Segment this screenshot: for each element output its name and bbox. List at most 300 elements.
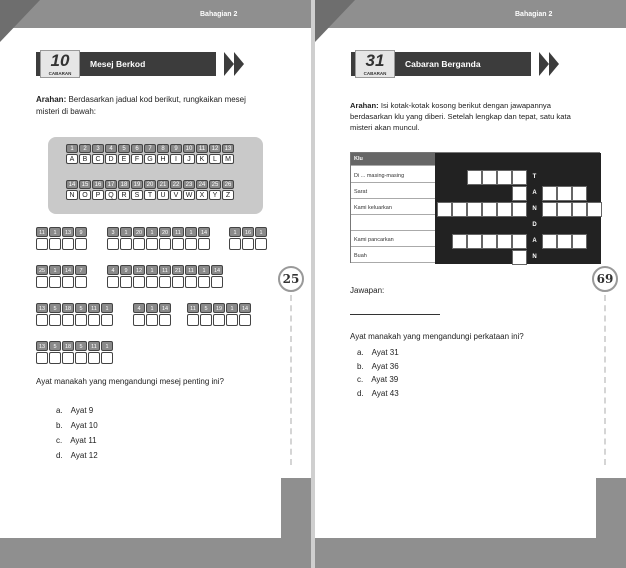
code-cell: [183, 144, 195, 164]
code-number: 1: [255, 227, 267, 237]
answer-box[interactable]: [62, 352, 74, 364]
code-letter: N: [66, 190, 78, 200]
word-cell: [133, 265, 145, 288]
bottom-block: [281, 478, 311, 538]
answer-box[interactable]: [211, 276, 223, 288]
code-table: [48, 137, 263, 214]
code-letter: J: [183, 154, 195, 164]
answer-option[interactable]: [56, 448, 98, 463]
word-cell: [62, 303, 74, 326]
code-letter: U: [157, 190, 169, 200]
code-letter: Q: [105, 190, 117, 200]
code-number: 14: [211, 265, 223, 275]
answer-box[interactable]: [36, 352, 48, 364]
word-cell: [242, 227, 254, 250]
code-number: 19: [131, 180, 143, 189]
code-number: 17: [105, 180, 117, 189]
word-cell: [49, 265, 61, 288]
answer-box[interactable]: [75, 352, 87, 364]
chevron-icon: [234, 52, 244, 76]
option-text: Ayat 43: [371, 388, 399, 398]
code-cell: [118, 180, 130, 200]
option-letter: b.: [357, 361, 364, 371]
word-cell: [200, 303, 212, 326]
code-number: 5: [75, 303, 87, 313]
grid-cell[interactable]: [512, 234, 527, 249]
code-number: 2: [79, 144, 91, 153]
answer-option[interactable]: [357, 360, 399, 374]
grid-cell[interactable]: [512, 170, 527, 185]
grid-cell[interactable]: [467, 170, 482, 185]
crossword: [350, 152, 600, 263]
clue-header: Klu: [351, 153, 435, 166]
code-number: 11: [159, 265, 171, 275]
option-letter: c.: [357, 375, 364, 384]
grid-cell[interactable]: [557, 186, 572, 201]
code-number: 14: [198, 227, 210, 237]
code-letter: F: [131, 154, 143, 164]
answer-box[interactable]: [36, 276, 48, 288]
code-cell: [209, 144, 221, 164]
answer-box[interactable]: [255, 238, 267, 250]
word-cell: [211, 265, 223, 288]
code-number: 9: [120, 265, 132, 275]
code-number: 13: [62, 227, 74, 237]
code-cell: [144, 180, 156, 200]
code-number: 1: [229, 227, 241, 237]
code-cell: [144, 144, 156, 164]
code-cell: [92, 180, 104, 200]
code-letter: M: [222, 154, 234, 164]
instruction-label: Arahan:: [36, 95, 67, 104]
answer-box[interactable]: [101, 314, 113, 326]
code-number: 3: [107, 227, 119, 237]
word-cell: [62, 265, 74, 288]
option-text: Ayat 39: [371, 375, 399, 384]
answer-box[interactable]: [185, 276, 197, 288]
code-number: 1: [101, 303, 113, 313]
code-number: 23: [183, 180, 195, 189]
clue-item: Sarat: [351, 186, 435, 199]
code-number: 1: [101, 341, 113, 351]
grid-cell[interactable]: [452, 234, 467, 249]
answer-box[interactable]: [62, 276, 74, 288]
code-number: 1: [49, 265, 61, 275]
code-cell: [183, 180, 195, 200]
crossword-grid: [435, 153, 601, 264]
answer-option[interactable]: [56, 403, 98, 418]
code-number: 25: [36, 265, 48, 275]
answer-box[interactable]: [75, 314, 87, 326]
answer-box[interactable]: [226, 314, 238, 326]
code-cell: [157, 180, 169, 200]
word-cell: [49, 303, 61, 326]
code-letter: B: [79, 154, 91, 164]
code-number: 11: [88, 341, 100, 351]
word-cell: [198, 227, 210, 250]
code-number: 19: [213, 303, 225, 313]
code-number: 24: [196, 180, 208, 189]
clue-item: Di ... masing-masing: [351, 170, 435, 183]
challenge-word: CABARAN: [363, 71, 387, 76]
dashed-line: [604, 295, 606, 465]
answer-box[interactable]: [36, 238, 48, 250]
grid-cell[interactable]: [572, 202, 587, 217]
clue-item: Kami keluarkan: [351, 202, 435, 215]
option-letter: c.: [56, 436, 63, 445]
word-cell: [146, 265, 158, 288]
grid-cell[interactable]: [437, 202, 452, 217]
code-number: 13: [36, 341, 48, 351]
answer-box[interactable]: [49, 276, 61, 288]
code-cell: [170, 180, 182, 200]
code-number: 14: [159, 303, 171, 313]
grid-cell[interactable]: [467, 234, 482, 249]
clue-item: Kami pancarkan: [351, 234, 435, 247]
word-cell: [146, 303, 158, 326]
code-number: 5: [75, 341, 87, 351]
code-letter: A: [66, 154, 78, 164]
answer-box[interactable]: [75, 238, 87, 250]
coded-word: [133, 303, 171, 326]
code-number: 5: [200, 303, 212, 313]
answer-box[interactable]: [120, 276, 132, 288]
code-number: 20: [159, 227, 171, 237]
word-cell: [75, 341, 87, 364]
answer-option[interactable]: [357, 387, 399, 401]
answer-option[interactable]: [357, 373, 399, 387]
answer-box[interactable]: [198, 276, 210, 288]
answer-box[interactable]: [101, 352, 113, 364]
code-number: 1: [66, 144, 78, 153]
code-number: 16: [242, 227, 254, 237]
answer-line[interactable]: [350, 314, 440, 315]
grid-cell[interactable]: [542, 234, 557, 249]
grid-cell[interactable]: [557, 234, 572, 249]
instruction-text: Berdasarkan jadual kod berikut, rungkaikan mesej misteri di bawah:: [36, 95, 246, 116]
code-number: 11: [172, 227, 184, 237]
grid-cell[interactable]: [572, 186, 587, 201]
grid-cell[interactable]: [482, 202, 497, 217]
grid-cell[interactable]: [512, 250, 527, 265]
code-letter: L: [209, 154, 221, 164]
code-letter: C: [92, 154, 104, 164]
word-cell: [172, 227, 184, 250]
option-text: Ayat 36: [371, 361, 399, 371]
instruction: [350, 100, 590, 133]
bottom-band: [0, 538, 311, 568]
word-cell: [88, 303, 100, 326]
page-title: Cabaran Berganda: [405, 59, 481, 69]
code-number: 14: [62, 265, 74, 275]
code-letter: O: [79, 190, 91, 200]
answer-box[interactable]: [159, 276, 171, 288]
code-row: [66, 180, 234, 200]
code-cell: [222, 180, 234, 200]
top-band: [0, 0, 311, 28]
coded-word: [36, 265, 87, 288]
answer-box[interactable]: [36, 314, 48, 326]
code-cell: [131, 144, 143, 164]
challenge-number-badge: 10 CABARAN: [40, 50, 80, 78]
coded-word: [107, 227, 210, 250]
code-number: 1: [146, 265, 158, 275]
answer-box[interactable]: [62, 314, 74, 326]
code-number: 1: [120, 227, 132, 237]
code-cell: [131, 180, 143, 200]
grid-cell[interactable]: [467, 202, 482, 217]
word-cell: [172, 265, 184, 288]
grid-cell[interactable]: [497, 170, 512, 185]
code-letter: W: [183, 190, 195, 200]
code-letter: H: [157, 154, 169, 164]
option-text: Ayat 10: [70, 421, 98, 430]
grid-cell[interactable]: [587, 202, 602, 217]
code-number: 11: [185, 265, 197, 275]
code-letter: Y: [209, 190, 221, 200]
code-number: 1: [226, 303, 238, 313]
code-letter: E: [118, 154, 130, 164]
word-cell: [88, 341, 100, 364]
word-cell: [133, 303, 145, 326]
grid-cell[interactable]: [452, 202, 467, 217]
code-letter: T: [144, 190, 156, 200]
code-number: 7: [75, 265, 87, 275]
instruction-text: Isi kotak-kotak kosong berikut dengan jawapannya berdasarkan klu yang diberi. Setelah lengkap dan tepat, satu kata misteri akan muncul.: [350, 101, 571, 132]
answer-options: [56, 403, 98, 463]
section-label: Bahagian 2: [515, 11, 553, 18]
word-cell: [107, 227, 119, 250]
answer-box[interactable]: [107, 276, 119, 288]
answer-box[interactable]: [187, 314, 199, 326]
option-letter: a.: [357, 348, 364, 357]
code-number: 20: [144, 180, 156, 189]
code-cell: [79, 144, 91, 164]
answer-box[interactable]: [120, 238, 132, 250]
top-band: [315, 0, 626, 28]
code-number: 5: [49, 341, 61, 351]
instruction-label: Arahan:: [350, 101, 379, 110]
code-number: 9: [75, 227, 87, 237]
option-letter: d.: [357, 388, 364, 398]
code-number: 1: [146, 303, 158, 313]
option-text: Ayat 31: [371, 348, 399, 357]
chevron-icon: [539, 52, 549, 76]
grid-cell[interactable]: [542, 202, 557, 217]
option-text: Ayat 11: [70, 436, 97, 445]
word-cell: [62, 227, 74, 250]
coded-word: [36, 341, 113, 364]
code-cell: [222, 144, 234, 164]
code-letter: S: [131, 190, 143, 200]
grid-cell[interactable]: [557, 202, 572, 217]
left-page: [0, 0, 311, 568]
code-number: 11: [88, 303, 100, 313]
code-number: 1: [185, 227, 197, 237]
code-cell: [196, 144, 208, 164]
answer-options: [357, 346, 399, 400]
word-cell: [75, 265, 87, 288]
bottom-band: [315, 538, 626, 568]
code-letter: K: [196, 154, 208, 164]
code-number: 3: [92, 144, 104, 153]
word-cell: [36, 265, 48, 288]
code-number: 4: [107, 265, 119, 275]
answer-box[interactable]: [107, 238, 119, 250]
word-cell: [239, 303, 251, 326]
code-row: [66, 144, 234, 164]
option-letter: a.: [56, 406, 63, 415]
page-title: Mesej Berkod: [90, 59, 146, 69]
answer-box[interactable]: [185, 238, 197, 250]
code-number: 11: [36, 227, 48, 237]
code-number: 21: [157, 180, 169, 189]
code-cell: [118, 144, 130, 164]
mystery-letter: A: [532, 190, 537, 196]
word-cell: [49, 341, 61, 364]
code-number: 12: [133, 265, 145, 275]
bottom-block: [596, 478, 626, 538]
question: Ayat manakah yang mengandungi mesej penting ini?: [36, 377, 224, 386]
answer-box[interactable]: [133, 276, 145, 288]
option-text: Ayat 9: [70, 406, 94, 415]
word-cell: [107, 265, 119, 288]
code-number: 13: [222, 144, 234, 153]
code-number: 11: [187, 303, 199, 313]
question: Ayat manakah yang mengandungi perkataan ini?: [350, 332, 524, 341]
mystery-letter: D: [532, 222, 537, 228]
instruction: [36, 94, 261, 118]
answer-box[interactable]: [239, 314, 251, 326]
answer-box[interactable]: [159, 314, 171, 326]
code-cell: [66, 144, 78, 164]
code-number: 26: [222, 180, 234, 189]
word-cell: [120, 227, 132, 250]
word-cell: [36, 227, 48, 250]
word-cell: [36, 303, 48, 326]
answer-box[interactable]: [146, 238, 158, 250]
answer-box[interactable]: [172, 276, 184, 288]
coded-word: [36, 303, 113, 326]
code-number: 6: [131, 144, 143, 153]
grid-cell[interactable]: [482, 170, 497, 185]
word-cell: [75, 303, 87, 326]
grid-cell[interactable]: [572, 234, 587, 249]
answer-box[interactable]: [146, 314, 158, 326]
coded-word: [187, 303, 251, 326]
word-cell: [101, 303, 113, 326]
option-text: Ayat 12: [70, 451, 98, 460]
word-cell: [198, 265, 210, 288]
answer-option[interactable]: [56, 418, 98, 433]
challenge-header: [36, 50, 248, 78]
code-number: 1: [198, 265, 210, 275]
answer-box[interactable]: [172, 238, 184, 250]
answer-box[interactable]: [75, 276, 87, 288]
answer-box[interactable]: [62, 238, 74, 250]
code-number: 12: [209, 144, 221, 153]
answer-box[interactable]: [198, 238, 210, 250]
answer-box[interactable]: [229, 238, 241, 250]
answer-box[interactable]: [213, 314, 225, 326]
answer-box[interactable]: [49, 314, 61, 326]
chevron-icon: [549, 52, 559, 76]
code-number: 16: [92, 180, 104, 189]
answer-option[interactable]: [56, 433, 98, 448]
code-number: 22: [170, 180, 182, 189]
code-number: 1: [49, 227, 61, 237]
word-cell: [226, 303, 238, 326]
answer-box[interactable]: [88, 352, 100, 364]
grid-cell[interactable]: [512, 202, 527, 217]
answer-box[interactable]: [200, 314, 212, 326]
answer-box[interactable]: [159, 238, 171, 250]
code-number: 20: [133, 227, 145, 237]
grid-cell[interactable]: [497, 234, 512, 249]
word-cell: [255, 227, 267, 250]
code-cell: [105, 180, 117, 200]
code-cell: [157, 144, 169, 164]
answer-box[interactable]: [49, 352, 61, 364]
page-number: 69: [592, 266, 618, 292]
word-cell: [36, 341, 48, 364]
code-number: 10: [183, 144, 195, 153]
answer-box[interactable]: [133, 314, 145, 326]
mystery-letter: A: [532, 238, 537, 244]
code-number: 9: [170, 144, 182, 153]
word-cell: [62, 341, 74, 364]
code-cell: [66, 180, 78, 200]
code-letter: V: [170, 190, 182, 200]
answer-box[interactable]: [88, 314, 100, 326]
word-cell: [185, 227, 197, 250]
option-letter: b.: [56, 421, 63, 430]
code-number: 18: [62, 341, 74, 351]
grid-cell[interactable]: [512, 186, 527, 201]
grid-cell[interactable]: [482, 234, 497, 249]
answer-option[interactable]: [357, 346, 399, 360]
code-letter: Z: [222, 190, 234, 200]
code-cell: [170, 144, 182, 164]
page-corner: [0, 0, 40, 42]
coded-word: [229, 227, 267, 250]
answer-box[interactable]: [133, 238, 145, 250]
clue-item: Buah: [351, 250, 435, 263]
code-number: 4: [133, 303, 145, 313]
code-number: 18: [62, 303, 74, 313]
right-page: [315, 0, 626, 568]
code-number: 11: [196, 144, 208, 153]
code-letter: D: [105, 154, 117, 164]
answer-box[interactable]: [146, 276, 158, 288]
code-number: 15: [79, 180, 91, 189]
answer-box[interactable]: [49, 238, 61, 250]
answer-box[interactable]: [242, 238, 254, 250]
grid-cell[interactable]: [497, 202, 512, 217]
code-number: 25: [209, 180, 221, 189]
challenge-header: [351, 50, 563, 78]
code-number: 7: [144, 144, 156, 153]
grid-cell[interactable]: [542, 186, 557, 201]
dashed-line: [290, 295, 292, 465]
mystery-letter: N: [532, 206, 537, 212]
page-corner: [315, 0, 355, 42]
word-cell: [159, 227, 171, 250]
clue-item: [351, 218, 435, 231]
word-cell: [159, 303, 171, 326]
page-number: 25: [278, 266, 304, 292]
word-cell: [213, 303, 225, 326]
